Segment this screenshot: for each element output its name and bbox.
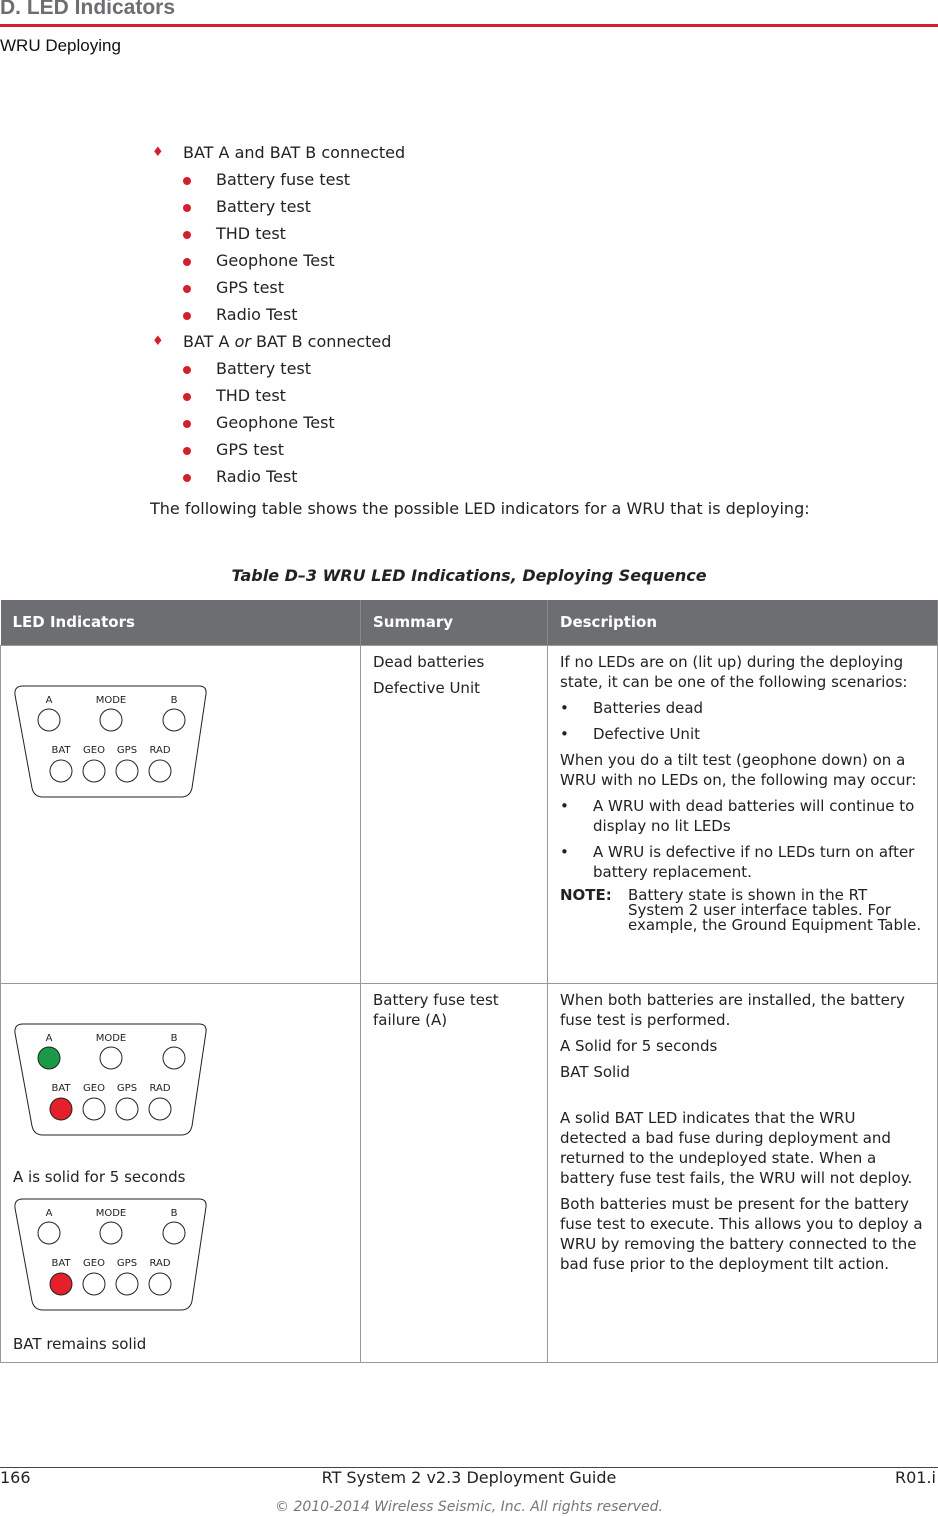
desc-text: A solid BAT LED indicates that the WRU detected a bad fuse during deployment and returned to the undeployed state. When a battery fuse test fails, the WRU will not deploy.	[560, 1108, 913, 1187]
list-item: Battery test	[216, 197, 312, 216]
list-item: Radio Test	[216, 305, 298, 324]
table-row	[1, 645, 938, 983]
desc-text: When you do a tilt test (geophone down) on a WRU with no LEDs on, the following may occur:	[560, 750, 917, 789]
led-rad-icon	[149, 1273, 171, 1295]
led-panel	[13, 1197, 348, 1318]
wru-led-panel-graphic	[13, 1197, 208, 1313]
intro-text: The following table shows the possible LED indicators for a WRU that is deploying:	[150, 499, 810, 518]
doc-title: RT System 2 v2.3 Deployment Guide	[321, 1468, 617, 1487]
led-gps-icon	[116, 1098, 138, 1120]
list-item: Battery test	[216, 359, 312, 378]
table-caption: Table D–3 WRU LED Indications, Deploying Sequence	[231, 566, 707, 585]
revision: R01.i	[894, 1468, 936, 1487]
led-a-icon	[38, 1222, 60, 1244]
desc-text: If no LEDs are on (lit up) during the deploying state, it can be one of the following scenarios:	[560, 652, 908, 691]
desc-text: When both batteries are installed, the battery fuse test is performed.	[560, 990, 905, 1029]
list-item: Battery fuse test	[216, 170, 351, 189]
led-label-b: B	[170, 1207, 178, 1219]
copyright: © 2010-2014 Wireless Seismic, Inc. All rights reserved.	[275, 1499, 663, 1515]
list-item: GPS test	[216, 440, 285, 459]
list-item: • Batteries dead	[560, 698, 704, 717]
led-bat-icon	[50, 1098, 72, 1120]
red-bullet-icon	[183, 204, 191, 212]
led-label-bat: BAT	[51, 1257, 71, 1269]
led-label-gps: GPS	[116, 744, 138, 756]
led-mode-icon	[100, 709, 122, 731]
chapter-title: D. LED Indicators	[0, 0, 176, 19]
wru-led-panel-graphic	[13, 684, 208, 800]
list-item: GPS test	[216, 278, 285, 297]
list-item: Geophone Test	[216, 413, 335, 432]
led-b-icon	[163, 1222, 185, 1244]
led-label-rad: RAD	[149, 1257, 171, 1269]
list-item: Radio Test	[216, 467, 298, 486]
section-title: WRU Deploying	[0, 36, 121, 55]
led-label-geo: GEO	[83, 1257, 105, 1269]
led-a-icon	[38, 709, 60, 731]
summary-text: Defective Unit	[373, 678, 480, 697]
panel-caption: A is solid for 5 seconds	[13, 1167, 186, 1186]
led-gps-icon	[116, 760, 138, 782]
led-geo-icon	[83, 1098, 105, 1120]
red-bullet-icon	[183, 366, 191, 374]
col-header: Description	[548, 600, 938, 645]
led-label-rad: RAD	[149, 744, 171, 756]
red-bullet-icon	[183, 312, 191, 320]
table-row	[1, 983, 938, 1362]
table-header-row	[1, 600, 938, 645]
led-label-a: A	[45, 1032, 53, 1044]
panel-caption: BAT remains solid	[13, 1334, 147, 1353]
red-bullet-icon	[183, 447, 191, 455]
list-heading: BAT A or BAT B connected	[183, 332, 392, 351]
desc-text: A Solid for 5 seconds	[560, 1036, 718, 1055]
red-bullet-icon	[183, 285, 191, 293]
page-number: 166	[0, 1468, 31, 1487]
led-b-icon	[163, 709, 185, 731]
led-label-geo: GEO	[83, 744, 105, 756]
led-label-bat: BAT	[51, 1082, 71, 1094]
led-bat-icon	[50, 760, 72, 782]
led-label-b: B	[170, 1032, 178, 1044]
list-item: THD test	[216, 224, 286, 243]
led-geo-icon	[83, 760, 105, 782]
led-label-mode: MODE	[95, 1207, 127, 1219]
summary-text: Dead batteries	[373, 652, 485, 671]
led-label-a: A	[45, 694, 53, 706]
led-bat-icon	[50, 1273, 72, 1295]
led-label-rad: RAD	[149, 1082, 171, 1094]
col-header: Summary	[361, 600, 548, 645]
red-bullet-icon	[183, 474, 191, 482]
led-label-mode: MODE	[95, 694, 127, 706]
col-header: LED Indicators	[1, 600, 361, 645]
desc-text: BAT Solid	[560, 1062, 630, 1081]
led-b-icon	[163, 1047, 185, 1069]
red-bullet-icon	[183, 393, 191, 401]
header-rule	[0, 24, 938, 27]
led-label-bat: BAT	[51, 744, 71, 756]
diamond-bullet-icon: ♦	[152, 334, 164, 349]
led-a-icon	[38, 1047, 60, 1069]
led-label-b: B	[170, 694, 178, 706]
summary-text: Battery fuse test failure (A)	[373, 990, 499, 1029]
led-label-gps: GPS	[116, 1257, 138, 1269]
wru-led-panel-graphic	[13, 1022, 208, 1138]
led-panel	[13, 1022, 348, 1143]
desc-text: Both batteries must be present for the battery fuse test to execute. This allows you to deploy a WRU by removing the battery connected to the bad fuse prior to the deployment tilt action.	[560, 1194, 923, 1273]
led-gps-icon	[116, 1273, 138, 1295]
led-mode-icon	[100, 1047, 122, 1069]
led-table	[0, 600, 938, 1363]
led-mode-icon	[100, 1222, 122, 1244]
list-heading: BAT A and BAT B connected	[183, 143, 406, 162]
list-item: THD test	[216, 386, 286, 405]
led-rad-icon	[149, 1098, 171, 1120]
led-panel	[13, 684, 348, 805]
note: NOTE: Battery state is shown in the RT System 2 user interface tables. For example, the Ground Equipment Table.	[560, 885, 922, 934]
red-bullet-icon	[183, 231, 191, 239]
led-geo-icon	[83, 1273, 105, 1295]
list-item: • A WRU with dead batteries will continue to display no lit LEDs	[560, 796, 915, 835]
led-label-mode: MODE	[95, 1032, 127, 1044]
led-label-a: A	[45, 1207, 53, 1219]
list-item: • Defective Unit	[560, 724, 700, 743]
red-bullet-icon	[183, 420, 191, 428]
led-rad-icon	[149, 760, 171, 782]
red-bullet-icon	[183, 258, 191, 266]
list-item: Geophone Test	[216, 251, 335, 270]
led-label-gps: GPS	[116, 1082, 138, 1094]
diamond-bullet-icon: ♦	[152, 145, 164, 160]
list-item: • A WRU is defective if no LEDs turn on after battery replacement.	[560, 842, 915, 881]
red-bullet-icon	[183, 177, 191, 185]
led-label-geo: GEO	[83, 1082, 105, 1094]
